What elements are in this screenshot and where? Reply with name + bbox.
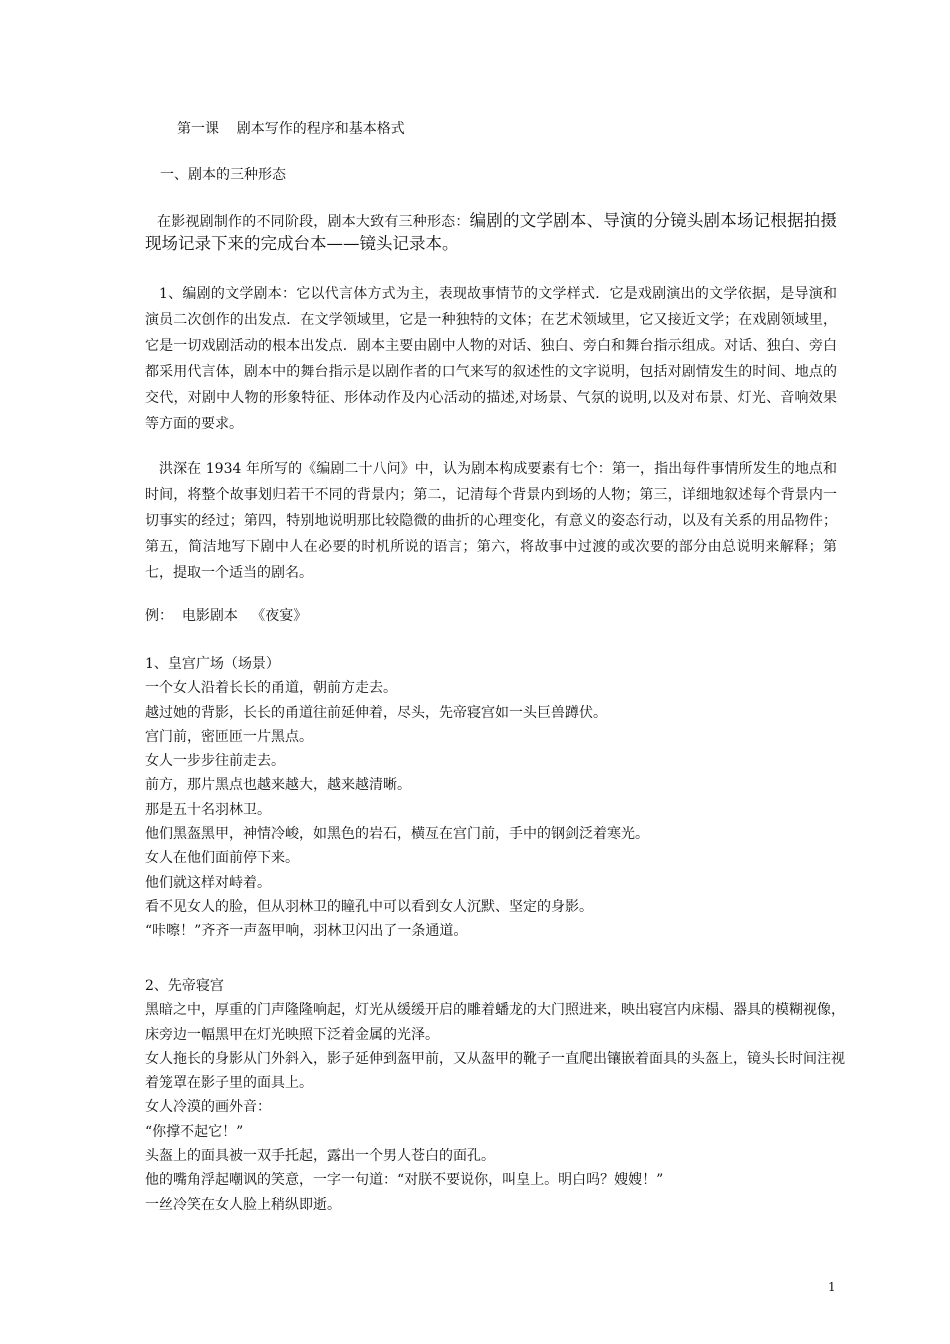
lesson-title: 第一课 剧本写作的程序和基本格式 [177, 121, 405, 137]
script-line: 女人拖长的身影从门外斜入，影子延伸到盔甲前，又从盔甲的靴子一直爬出镶嵌着面具的头盔上，镜头长时间注视着笼罩在影子里的面具上。 [145, 1050, 845, 1092]
script-line: 宫门前，密匝匝一片黑点。 [145, 728, 313, 745]
example-label: 例： 电影剧本 《夜宴》 [145, 608, 308, 624]
intro-lead: 在影视剧制作的不同阶段，剧本大致有三种形态： [157, 214, 470, 230]
script-line: “你撑不起它！” [145, 1123, 244, 1140]
scene-heading: 1、皇宫广场（场景） [145, 656, 280, 672]
script-line: 女人冷漠的画外音： [145, 1099, 271, 1116]
scene-1 [145, 652, 845, 944]
script-line: 他们就这样对峙着。 [145, 874, 271, 891]
scene-2 [145, 974, 845, 1217]
scene-heading: 2、先帝寝宫 [145, 978, 224, 994]
page-number: 1 [828, 1280, 836, 1294]
hongshen-paragraph: 洪深在 1934 年所写的《编剧二十八问》中，认为剧本构成要素有七个：第一，指出每件事情所发生的地点和时间，将整个故事划归若干不同的背景内；第二，记清每个背景内到场的人物；第三，详细地叙述每个背景内一切事实的经过；第四，特别地说明那比较隐微的曲折的心理变化，有意义的姿态行动，以及有关系的用品物件；第五，简洁地写下剧中人在必要的时机所说的语言；第六，将故事中过渡的或次要的部分由总说明来解释；第七，提取一个适当的剧名。 [145, 461, 837, 581]
script-line: 他们黑盔黑甲，神情冷峻，如黑色的岩石，横亙在宫门前，手中的钢剑泛着寒光。 [145, 826, 649, 843]
script-line: 越过她的背影，长长的甬道往前延伸着，尽头，先帝寝宫如一头巨兽蹲伏。 [145, 704, 607, 721]
script-line: 女人一步步往前走去。 [145, 753, 285, 770]
script-line: 前方，那片黑点也越来越大，越来越清晰。 [145, 777, 411, 794]
script-line: 看不见女人的脸，但从羽林卫的瞳孔中可以看到女人沉默、坚定的身影。 [145, 898, 593, 915]
script-line: 女人在他们面前停下来。 [145, 850, 299, 867]
script-line: 黑暗之中，厚重的门声隆隆响起，灯光从缓缓开启的雕着蟠龙的大门照进来，映出寝宫内床榻、器具的模糊视像，床旁边一幅黑甲在灯光映照下泛着金属的光泽。 [145, 1002, 845, 1043]
script-line: 一丝冷笑在女人脸上稍纵即逝。 [145, 1196, 341, 1213]
script-line: 那是五十名羽林卫。 [145, 801, 271, 818]
section-heading: 一、剧本的三种形态 [160, 167, 286, 183]
intro-paragraph [145, 210, 837, 255]
literary-script-paragraph: 1、编剧的文学剧本：它以代言体方式为主，表现故事情节的文学样式．它是戏剧演出的文学依据，是导演和演员二次创作的出发点．在文学领域里，它是一种独特的文体；在艺术领域里，它又接近文学；在戏剧领域里，它是一切戏剧活动的根本出发点．剧本主要由剧中人物的对话、独白、旁白和舞台指示组成。对话、独白、旁白都采用代言体，剧本中的舞台指示是以剧作者的口气来写的叙述性的文字说明，包括对剧情发生的时间、地点的交代，对剧中人物的形象特征、形体动作及内心活动的描述,对场景、气氛的说明,以及对布景、灯光、音响效果等方面的要求。 [145, 286, 837, 432]
script-line: 一个女人沿着长长的甬道，朝前方走去。 [145, 680, 397, 697]
script-line: “咔嚓！”齐齐一声盔甲响，羽林卫闪出了一条通道。 [145, 923, 468, 940]
intro-highlight: 编剧的文学剧本、导演的分镜头剧本场记根据拍摄现场记录下来的完成台本——镜头记录本。 [145, 211, 838, 253]
script-line: 头盔上的面具被一双手托起，露出一个男人苍白的面孔。 [145, 1148, 495, 1165]
script-line: 他的嘴角浮起嘲讽的笑意，一字一句道：“对朕不要说你，叫皇上。明白吗？嫂嫂！” [145, 1172, 664, 1189]
